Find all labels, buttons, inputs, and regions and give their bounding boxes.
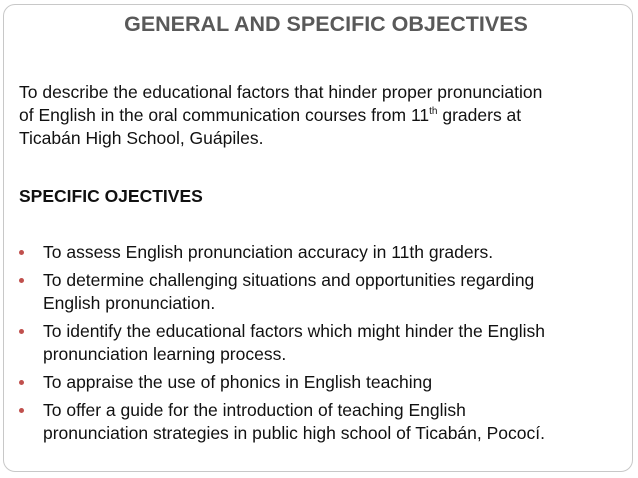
- general-objective-paragraph: [19, 81, 619, 150]
- bullet-dot-icon: [19, 329, 24, 334]
- objective-line: pronunciation learning process.: [43, 344, 287, 364]
- objective-line: To assess English pronunciation accuracy in 11th graders.: [43, 242, 494, 262]
- objective-line: pronunciation strategies in public high school of Ticabán, Pococí.: [43, 423, 545, 443]
- objective-line: English pronunciation.: [43, 293, 216, 313]
- bullet-dot-icon: [19, 408, 24, 413]
- bullet-dot-icon: [19, 380, 24, 385]
- general-objective-line: Ticabán High School, Guápiles.: [19, 128, 264, 148]
- ordinal-superscript: th: [429, 106, 438, 117]
- slide-title: GENERAL AND SPECIFIC OBJECTIVES: [124, 12, 528, 36]
- specific-objectives-list: [19, 241, 619, 450]
- objective-list-item: [19, 320, 619, 366]
- objective-text: [43, 371, 619, 394]
- objective-line: To offer a guide for the introduction of teaching English: [43, 400, 466, 420]
- objective-list-item: [19, 241, 619, 264]
- objective-list-item: [19, 269, 619, 315]
- objective-text: [43, 269, 619, 315]
- objective-list-item: [19, 399, 619, 445]
- general-objective-line: [19, 104, 619, 127]
- general-objective-text: of English in the oral communication courses from 11: [19, 105, 430, 125]
- bullet-dot-icon: [19, 250, 24, 255]
- objective-line: To determine challenging situations and opportunities regarding: [43, 270, 535, 290]
- bullet-dot-icon: [19, 278, 24, 283]
- objective-line: To identify the educational factors which might hinder the English: [43, 321, 545, 341]
- specific-objectives-heading: SPECIFIC OJECTIVES: [19, 186, 203, 206]
- objective-list-item: [19, 371, 619, 394]
- objective-text: [43, 241, 619, 264]
- objective-text: [43, 320, 619, 366]
- general-objective-line: To describe the educational factors that hinder proper pronunciation: [19, 82, 543, 102]
- general-objective-text: graders at: [437, 105, 522, 125]
- objective-line: To appraise the use of phonics in English teaching: [43, 372, 433, 392]
- objective-text: [43, 399, 619, 445]
